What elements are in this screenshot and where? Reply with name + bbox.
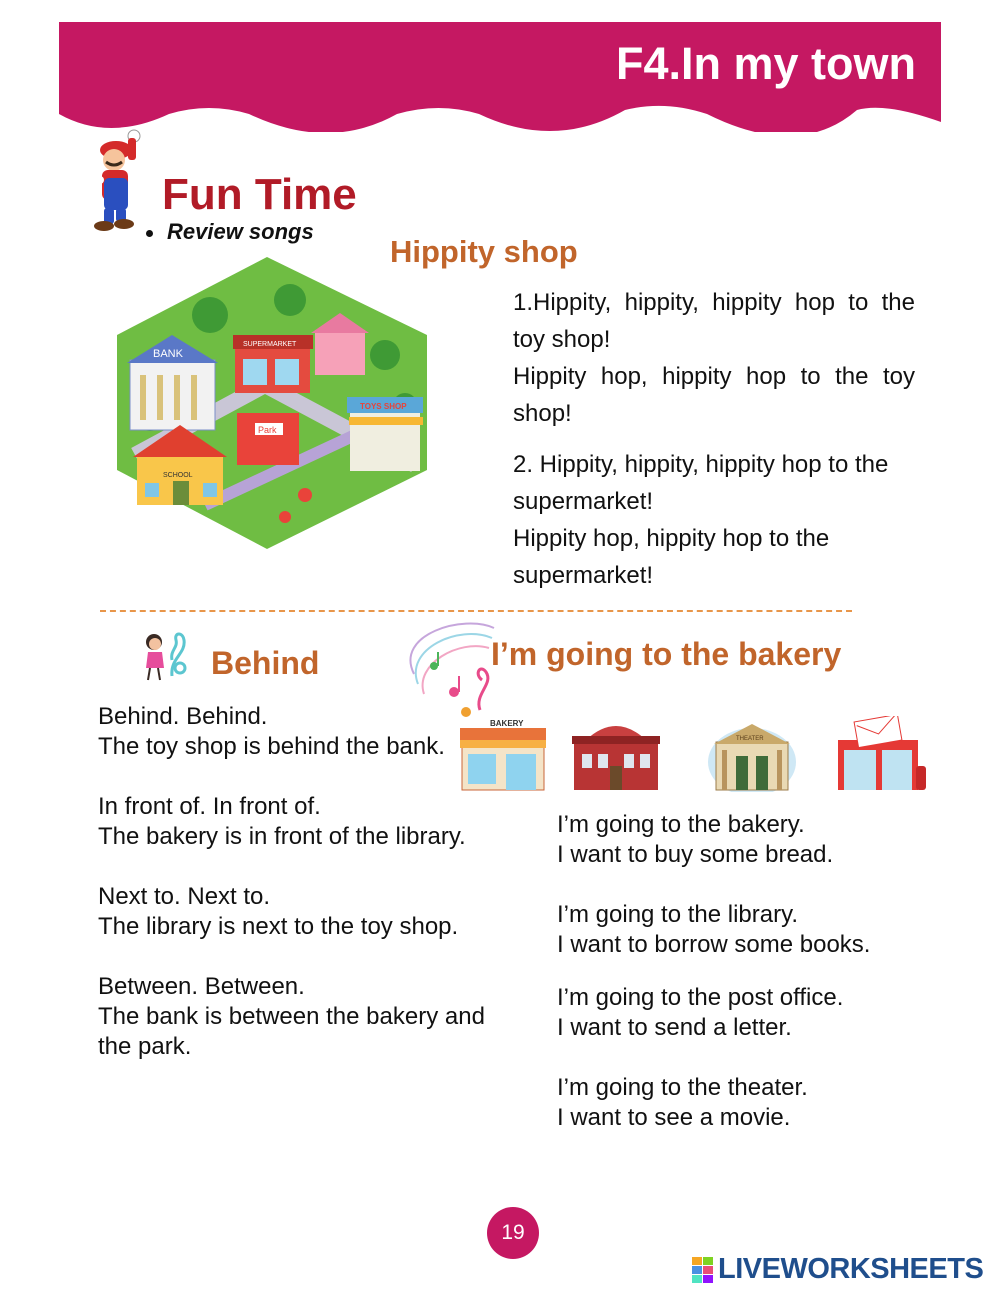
bakery-song-title: I’m going to the bakery	[491, 636, 842, 672]
lyric-line: I’m going to the post office.	[557, 984, 844, 1011]
bullet-icon	[146, 230, 153, 237]
lyric-line: The bakery is in front of the library.	[98, 823, 466, 850]
liveworksheets-logo-text: LIVEWORKSHEETS	[718, 1253, 984, 1285]
verse-line: 2. Hippity, hippity, hippity hop to the supermarket!	[513, 451, 889, 515]
lyric-line: I want to buy some bread.	[557, 841, 834, 868]
behind-lyrics	[98, 702, 498, 1062]
bank-label: BANK	[153, 348, 183, 360]
post-office-building-icon	[836, 716, 928, 792]
lyric-line: In front of. In front of.	[98, 793, 321, 820]
lyric-line: The library is next to the toy shop.	[98, 913, 459, 940]
school-label: SCHOOL	[163, 472, 193, 479]
page-number-badge: 19	[487, 1207, 539, 1259]
verse-line: Hippity hop, hippity hop to the supermarket!	[513, 525, 830, 589]
theater-building-icon	[706, 716, 798, 792]
lyric-line: I’m going to the library.	[557, 901, 798, 928]
lyric-line: I want to borrow some books.	[557, 931, 871, 958]
lyric-line: I’m going to the bakery.	[557, 811, 805, 838]
mario-character-icon	[90, 128, 146, 232]
singing-girl-icon	[142, 628, 200, 684]
lyric-line: I want to send a letter.	[557, 1014, 792, 1041]
lyric-line: Next to. Next to.	[98, 883, 271, 910]
section-divider	[100, 610, 852, 612]
hippity-verse-2	[513, 446, 915, 594]
behind-title: Behind	[211, 645, 320, 681]
town-illustration	[115, 255, 430, 550]
toys-shop-label: TOYS SHOP	[360, 402, 407, 411]
supermarket-label: SUPERMARKET	[243, 341, 297, 348]
lyric-line: I want to see a movie.	[557, 1104, 791, 1131]
verse-line: Hippity hop, hippity hop to the toy shop!	[513, 363, 915, 427]
lyric-line: The toy shop is behind the bank.	[98, 733, 445, 760]
lyric-line: I’m going to the theater.	[557, 1074, 808, 1101]
library-building-icon	[570, 716, 662, 792]
bakery-label: BAKERY	[490, 719, 524, 728]
hippity-shop-title: Hippity shop	[390, 234, 578, 269]
page-title: F4.In my town	[615, 38, 916, 89]
review-songs-text: Review songs	[167, 219, 314, 244]
lyric-line: Behind. Behind.	[98, 703, 268, 730]
theater-label: THEATER	[736, 736, 764, 742]
fun-time-heading: Fun Time	[162, 170, 357, 219]
park-label: Park	[258, 425, 277, 435]
verse-line: 1.Hippity, hippity, hippity hop to the toy shop!	[513, 289, 915, 353]
liveworksheets-logo	[692, 1253, 992, 1285]
lyric-line: The bank is between the bakery and the park.	[98, 1003, 485, 1060]
liveworksheets-logo-icon	[692, 1257, 714, 1283]
review-songs-bullet	[146, 219, 314, 245]
bakery-lyrics	[557, 810, 957, 1133]
hippity-verse-1	[513, 284, 915, 432]
lyric-line: Between. Between.	[98, 973, 305, 1000]
